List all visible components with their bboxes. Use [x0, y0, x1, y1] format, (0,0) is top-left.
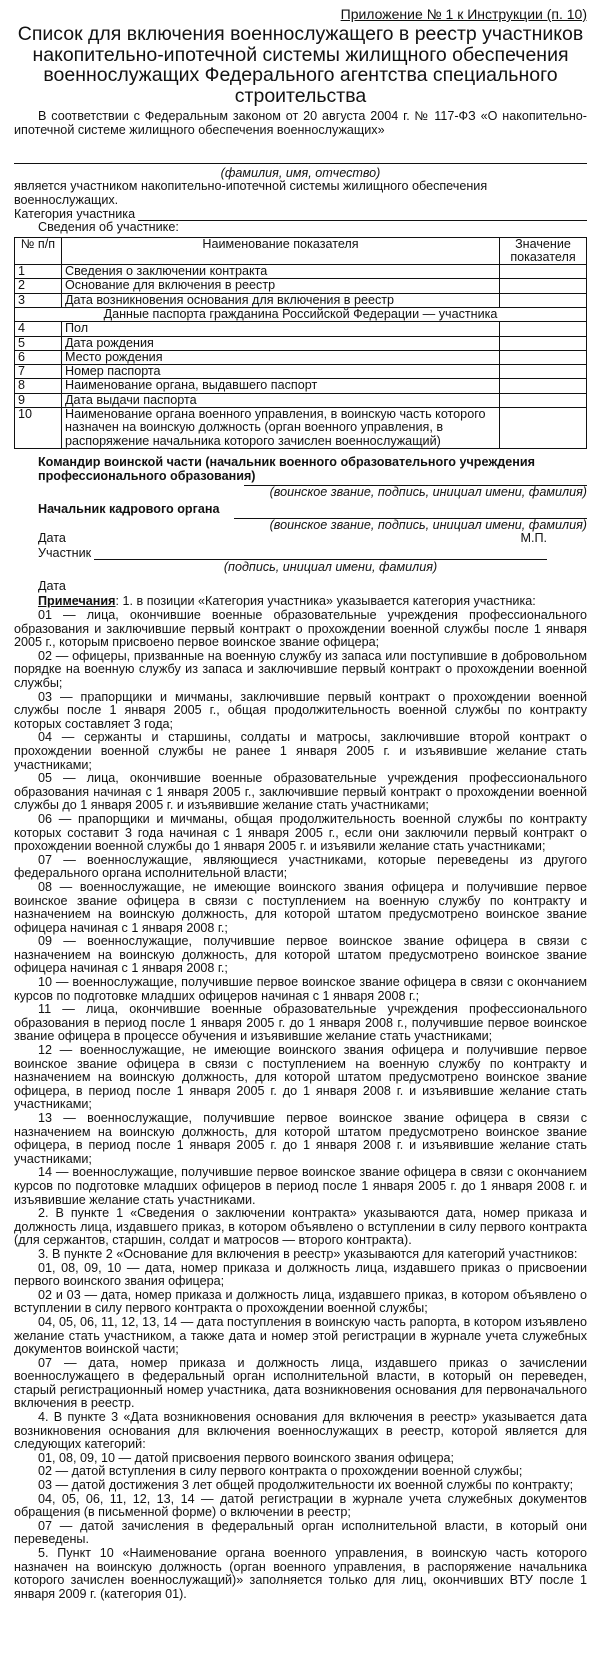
commander-block [14, 455, 587, 594]
col-header-number: № п/п [15, 237, 62, 265]
appendix-label: Приложение № 1 к Инструкции (п. 10) [340, 6, 587, 22]
note-item: 09 — военнослужащие, получившие первое воинское звание офицера в связи с назначением на воинскую должность, для которой штатом предусмотрено воинское звание офицера начиная с 1 января 2008 г.; [14, 934, 587, 976]
participant-signature-field[interactable] [94, 547, 547, 560]
note-item: 02 и 03 — дата, номер приказа и должность лица, издавшего приказ, в котором объявлено о вступлении в силу первого контракта о прохождении военной службы; [14, 1287, 587, 1316]
passport-section-header: Данные паспорта гражданина Российской Федерации — участника [15, 307, 587, 321]
row-number: 3 [15, 293, 62, 307]
note-item: 01, 08, 09, 10 — датой присвоения первого воинского звания офицера; [38, 1450, 455, 1465]
row-number: 2 [15, 279, 62, 293]
participant-row [14, 546, 587, 560]
notes-intro [14, 595, 587, 609]
note-item: 02 — офицеры, призванные на военную службу из запаса или поступившие в добровольном порядке на военную службу из запаса и заключившие первый контракт о прохождении военной службы; [14, 648, 587, 691]
note-item: 04 — сержанты и старшины, солдаты и матросы, заключившие второй контракт о прохождении военной службы не ранее 1 января 2005 г. и изъявившие желание стать участниками; [14, 730, 587, 772]
row-name: Дата рождения [62, 336, 500, 350]
participant-caption: (подпись, инициал имени, фамилия) [223, 559, 438, 574]
row-value-cell[interactable] [500, 350, 587, 364]
note-item: 01 — лица, окончившие военные образовательные учреждения профессионального образования и заключившие первый контракт о прохождении военной службы после 1 января 2005 г., которым присвоено первое воинское звание офицера; [14, 608, 587, 650]
note-item: 02 — датой вступления в силу первого контракта о прохождении военной службы; [38, 1464, 523, 1479]
table-row [15, 393, 587, 407]
hr-head-title: Начальник кадрового органа [38, 502, 220, 517]
hr-caption: (воинское звание, подпись, инициал имени, фамилия) [234, 518, 587, 533]
note-item: 3. В пункте 2 «Основание для включения в реестр» указываются для категорий участников: [38, 1246, 578, 1261]
note-item: 06 — прапорщики и мичманы, общая продолжительность военной службы по контракту которых составит 3 года начиная с 1 января 2005 г., если они заключили первый контракт о прохождении военной службы до 1 января 2005 г. и изъявили желание стать участниками; [14, 811, 587, 854]
row-name: Основание для включения в реестр [62, 279, 500, 293]
row-value-cell[interactable] [500, 322, 587, 336]
note-item: 11 — лица, окончившие военные образовательные учреждения профессионального образования в период после 1 января 2005 г. до 1 января 2008 г., получившие первое воинское звание офицера в процессе обучения и изъявившие желание стать участниками; [14, 1002, 587, 1044]
row-name: Дата возникновения основания для включения в реестр [62, 293, 500, 307]
row-value-cell[interactable] [500, 279, 587, 293]
notes-section [14, 595, 587, 1601]
note-item: 12 — военнослужащие, не имеющие воинского звания офицера и получившие первое воинское звание офицера в связи с поступлением на военную службу по контракту и назначением на воинскую должность, для которой штатом предусмотрено воинское звание офицера, в период после 1 января 2005 г. до 1 января 2008 г. и изъявившие желание стать участниками; [14, 1043, 587, 1112]
row-number: 6 [15, 350, 62, 364]
document-title: Список для включения военнослужащего в реестр участников накопительно-ипотечной системы жилищного обеспечения военнослужащих Федерального агентства специального строительства [17, 23, 584, 107]
row-number: 4 [15, 322, 62, 336]
fio-caption: (фамилия, имя, отчество) [220, 166, 381, 180]
row-name: Пол [62, 322, 500, 336]
category-label: Категория участника [14, 207, 136, 221]
note-item: 07 — военнослужащие, являющиеся участниками, которые переведены из другого федерального органа исполнительной власти; [14, 852, 587, 881]
row-value-cell[interactable] [500, 293, 587, 307]
table-row [15, 279, 587, 293]
participant-statement: является участником накопительно-ипотечной системы жилищного обеспечения военнослужащих. [14, 179, 488, 207]
date-row [14, 532, 587, 546]
document-page [14, 6, 587, 1601]
participant-info-table [14, 237, 587, 449]
commander-caption: (воинское звание, подпись, инициал имени, фамилия) [244, 485, 587, 500]
note-item: 13 — военнослужащие, получившие первое воинское звание офицера в связи с назначением на воинскую должность, для которой штатом предусмотрено воинское звание офицера, в период после 1 января 2005 г. до 1 января 2008 г. и изъявившие желание стать участниками; [14, 1111, 587, 1166]
table-row [15, 350, 587, 364]
col-header-name: Наименование показателя [62, 237, 500, 265]
note-item: 03 — датой достижения 3 лет общей продолжительности их военной службы по контракту; [38, 1478, 574, 1493]
note-item: 04, 05, 06, 11, 12, 13, 14 — датой регистрации в журнале учета служебных документов обращения (в письменной форме) о включении в реестр; [14, 1491, 587, 1520]
note-item: 10 — военнослужащие, получившие первое воинское звание офицера в связи с окончанием курсов по подготовке младших офицеров начиная с 1 января 2008 г.; [14, 975, 587, 1003]
table-row [15, 408, 587, 449]
note-item: 05 — лица, окончившие военные образовательные учреждения профессионального образования начиная с 1 января 2005 г., заключившие первый контракт о прохождении военной службы до 1 января 2005 г. и изъявившие желание стать участниками; [14, 771, 587, 813]
note-item: 14 — военнослужащие, получившие первое воинское звание офицера в связи с окончанием курсов по подготовке младших офицеров в период после 1 января 2005 г. до 1 января 2008 г. и изъявившие желание стать участниками. [14, 1165, 587, 1207]
note-item: 2. В пункте 1 «Сведения о заключении контракта» указываются дата, номер приказа и должность лица, издавшего приказ, в котором объявлено о вступлении в силу первого контракта (для сержантов, старшин, солдат и матросов — второго контракта). [14, 1206, 587, 1248]
notes-title: Примечания [38, 594, 116, 609]
category-field[interactable] [138, 208, 587, 221]
col-header-value: Значение показателя [500, 237, 587, 265]
table-row [15, 322, 587, 336]
notes-list [14, 609, 587, 1601]
note-item: 5. Пункт 10 «Наименование органа военного управления, в воинскую часть которого назначен на воинскую должность (орган военного управления, в распоряжение начальника которого зачислен военнослужащий)» заполняется только для лиц, окончивших ВТУ после 1 января 2009 г. (категория 01). [14, 1546, 587, 1601]
note-item: 03 — прапорщики и мичманы, заключившие первый контракт о прохождении военной службы после 1 января 2005 г., общая продолжительность военной службы по контракту которых составляет 3 года; [14, 689, 587, 731]
row-name: Сведения о заключении контракта [62, 265, 500, 279]
table-row [15, 293, 587, 307]
date-label: Дата [38, 531, 66, 546]
note-item: 07 — датой зачисления в федеральный орган исполнительной власти, в который они переведены. [14, 1518, 587, 1547]
row-name: Наименование органа военного управления, в воинскую часть которого назначен на воинскую должность (орган военного управления, в распоряжение начальника которого зачислен военнослужащий) [62, 408, 500, 449]
row-value-cell[interactable] [500, 265, 587, 279]
row-name: Дата выдачи паспорта [62, 393, 500, 407]
table-row [15, 265, 587, 279]
row-value-cell[interactable] [500, 365, 587, 379]
table-row [15, 379, 587, 393]
participant-label: Участник [38, 545, 92, 560]
stamp-label: М.П. [520, 531, 547, 546]
row-value-cell[interactable] [500, 393, 587, 407]
table-row [15, 365, 587, 379]
row-name: Наименование органа, выдавшего паспорт [62, 379, 500, 393]
note-item: 01, 08, 09, 10 — дата, номер приказа и должность лица, издавшего приказ о присвоении первого воинского звания офицера; [14, 1260, 587, 1289]
fio-line[interactable] [14, 149, 587, 164]
row-number: 5 [15, 336, 62, 350]
table-row [15, 336, 587, 350]
note-item: 04, 05, 06, 11, 12, 13, 14 — дата поступления в воинскую часть рапорта, в котором изъявлено желание стать участником, а также дата и номер этой регистрации в журнале учета служебных документов воинской части; [14, 1314, 587, 1357]
intro-paragraph: В соответствии с Федеральным законом от 20 августа 2004 г. № 117-ФЗ «О накопительно-ипотечной системе жилищного обеспечения военнослужащих» [14, 109, 587, 137]
info-label: Сведения об участнике: [38, 220, 179, 234]
row-name: Место рождения [62, 350, 500, 364]
notes-first-line: : 1. в позиции «Категория участника» указывается категория участника: [115, 594, 536, 609]
passport-section-row [15, 307, 587, 321]
row-value-cell[interactable] [500, 408, 587, 449]
row-value-cell[interactable] [500, 379, 587, 393]
commander-title: Командир воинской части (начальник военного образовательного учреждения профессионального образования) [38, 454, 535, 483]
row-number: 7 [15, 365, 62, 379]
row-number: 1 [15, 265, 62, 279]
row-number: 8 [15, 379, 62, 393]
row-name: Номер паспорта [62, 365, 500, 379]
row-number: 9 [15, 393, 62, 407]
note-item: 4. В пункте 3 «Дата возникновения основания для включения в реестр» указывается дата возникновения основания для включения военнослужащих в реестр, которой является для следующих категорий: [14, 1410, 587, 1452]
note-item: 07 — дата, номер приказа и должность лица, издавшего приказ о зачислении военнослужащего в федеральный орган исполнительной власти, в который он переведен, старый регистрационный номер участника, дата возникновения основания для первоначального включения в реестр. [14, 1355, 587, 1411]
category-row [14, 207, 587, 221]
date-label-2: Дата [38, 578, 66, 593]
row-number: 10 [15, 408, 62, 449]
table-header-row [15, 237, 587, 265]
row-value-cell[interactable] [500, 336, 587, 350]
note-item: 08 — военнослужащие, не имеющие воинского звания офицера и получившие первое воинское звание офицера в связи с поступлением на военную службу по контракту и назначением на воинскую должность, для которой штатом предусмотрено воинское звание офицера начиная с 1 января 2008 г.; [14, 879, 587, 935]
